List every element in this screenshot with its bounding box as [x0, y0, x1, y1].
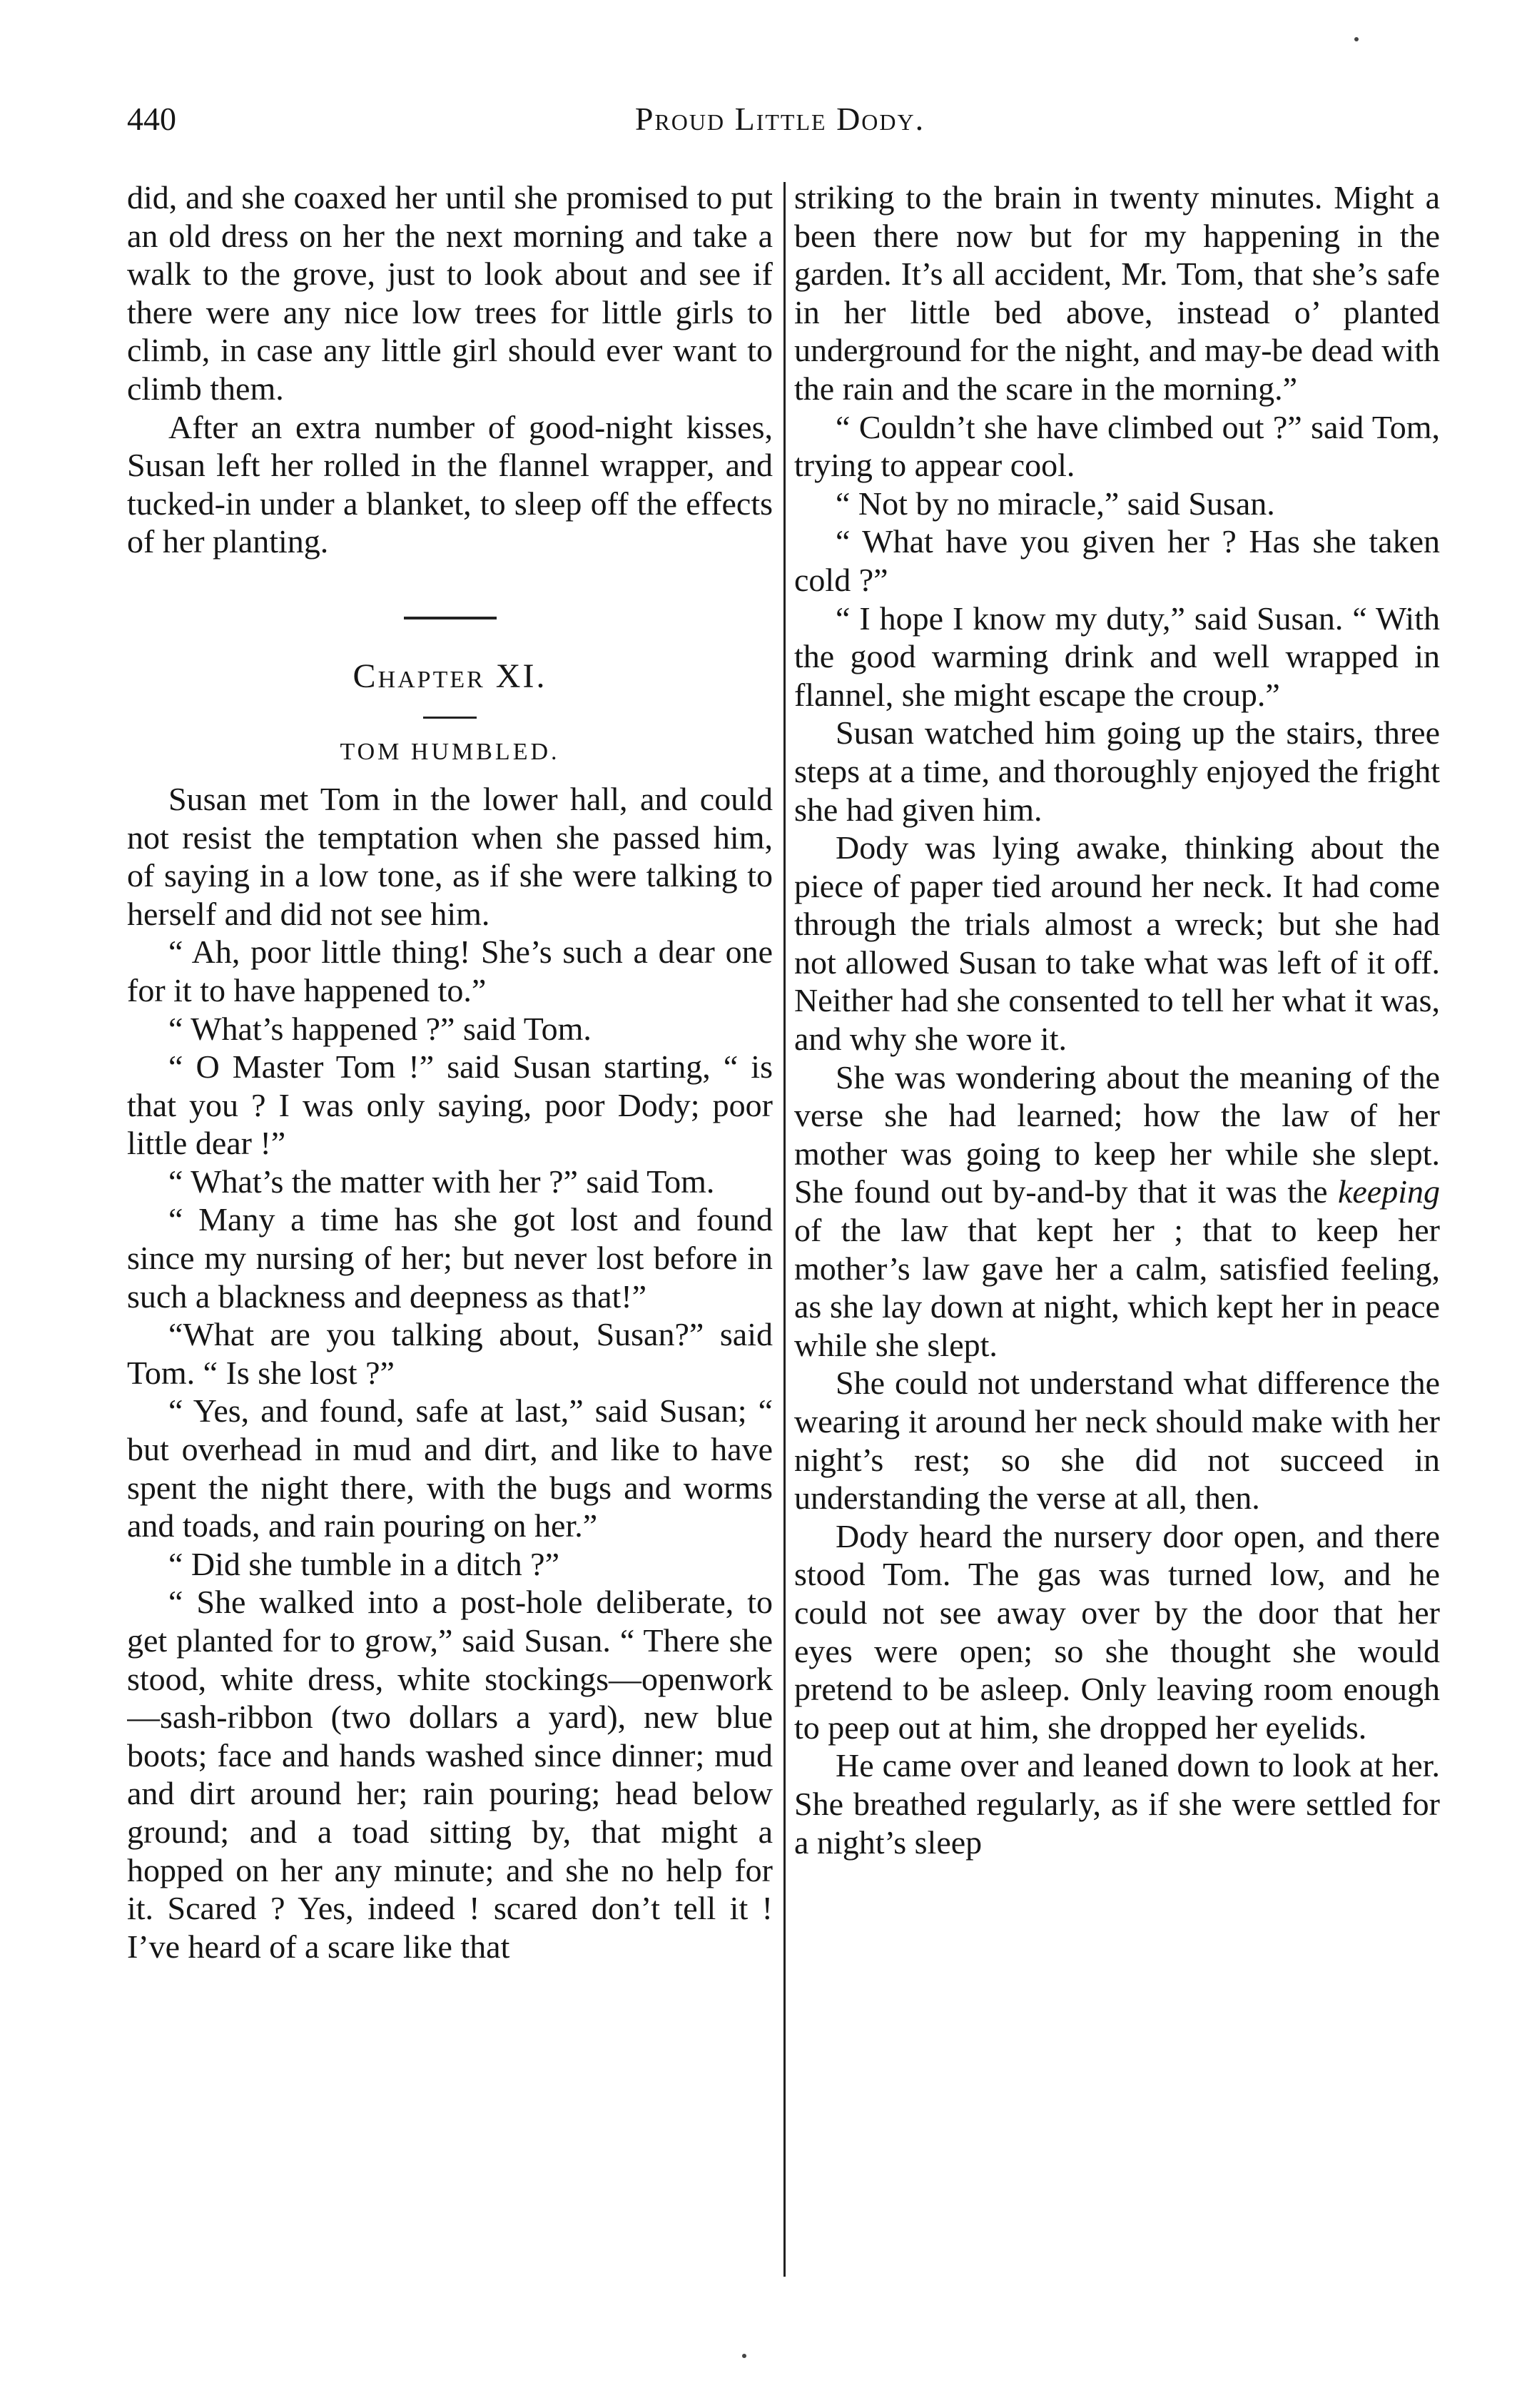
text-run: of the law that kept her ; that to keep her mother’s law gave her a calm, satisfied feeling, as she lay down at night, which kept her in peace while she slept.	[794, 1212, 1440, 1363]
paragraph: “ Ah, poor little thing! She’s such a dear one for it to have happened to.”	[127, 934, 773, 1008]
paragraph: Dody heard the nursery door open, and there stood Tom. The gas was turned low, and he could not see away over by the door that her eyes were open; so she thought she would pretend to be asleep. Only leaving room enough to peep out at him, she dropped her eyelids.	[794, 1517, 1440, 1746]
emphasis-keeping: keeping	[1337, 1173, 1440, 1210]
paragraph: “ What’s happened ?” said Tom.	[168, 1010, 592, 1047]
speck-top-right	[1354, 37, 1359, 41]
chapter-title: Chapter XI.	[352, 657, 547, 695]
paragraph: “What are you talking about, Susan?” said Tom. “ Is she lost ?”	[127, 1316, 773, 1391]
right-column	[794, 178, 1440, 2320]
paragraph: “ I hope I know my duty,” said Susan. “ With the good warming drink and well wrapped in flannel, she might escape the croup.”	[794, 600, 1440, 713]
paragraph: “ Not by no miracle,” said Susan.	[836, 485, 1275, 522]
left-column	[127, 178, 773, 2320]
page-number: 440	[127, 101, 176, 137]
chapter-subrule	[423, 717, 477, 719]
column-divider	[783, 182, 786, 2277]
paragraph: “ What have you given her ? Has she taken cold ?”	[794, 523, 1440, 598]
paragraph-keeping	[794, 1058, 1440, 1365]
chapter-rule	[404, 617, 497, 619]
paragraph: Susan met Tom in the lower hall, and could not resist the temptation when she passed him, of saying in a low tone, as if she were talking to herself and did not see him.	[127, 780, 773, 932]
paragraph: “ What’s the matter with her ?” said Tom.	[168, 1163, 715, 1200]
running-title: Proud Little Dody.	[634, 101, 925, 137]
paragraph: She could not understand what difference the wearing it around her neck should make with her night’s rest; so she did not succeed in understanding the verse at all, then.	[794, 1365, 1440, 1517]
text-run: She was wondering about the meaning of the verse she had learned; how the law of her mother was going to keep her while she slept. She found out by-and-by that it was the	[794, 1058, 1440, 1210]
paragraph: Dody was lying awake, thinking about the piece of paper tied around her neck. It had come through the trials almost a wreck; but she had not allowed Susan to take what was left of it off. Neither had she consented to tell her what it was, and why she wore it.	[794, 829, 1440, 1058]
paragraph: Susan watched him going up the stairs, three steps at a time, and thoroughly enjoyed the fright she had given him.	[794, 714, 1440, 828]
paragraph: After an extra number of good-night kisses, Susan left her rolled in the flannel wrapper, and tucked-in under a blanket, to sleep off the effects of her planting.	[127, 408, 773, 560]
chapter-subtitle: TOM HUMBLED.	[340, 738, 560, 765]
page-header	[127, 100, 1433, 144]
paragraph: “ She walked into a post-hole deliberate, to get planted for to grow,” said Susan. “ There she stood, white dress, white stockings—openwork—sash-ribbon (two dollars a yard), new blue boots; face and hands washed since dinner; mud and dirt around her; rain pouring; head below ground; and a toad sitting by, that might a hopped on her any minute; and she no help for it. Scared ? Yes, indeed ! scared don’t tell it ! I’ve heard of a scare like that	[127, 1584, 773, 1965]
paragraph: “ Many a time has she got lost and found since my nursing of her; but never lost before in such a blackness and deepness as that!”	[127, 1201, 773, 1315]
paragraph: “ Couldn’t she have climbed out ?” said Tom, trying to appear cool.	[794, 408, 1440, 484]
paragraph: striking to the brain in twenty minutes. Might a been there now but for my happening in the garden. It’s all accident, Mr. Tom, that she’s safe in her little bed above, instead o’ planted underground for the night, and may-be dead with the rain and the scare in the morning.”	[794, 179, 1440, 407]
paragraph: did, and she coaxed her until she promised to put an old dress on her the next morning and take a walk to the grove, just to look about and see if there were any nice low trees for little girls to climb, in case any little girl should ever want to climb them.	[127, 179, 773, 407]
speck-bottom	[742, 2354, 746, 2358]
paragraph: “ Yes, and found, safe at last,” said Susan; “ but overhead in mud and dirt, and like to have spent the night there, with the bugs and worms and toads, and rain pouring on her.”	[127, 1392, 773, 1544]
paragraph: “ Did she tumble in a ditch ?”	[168, 1545, 560, 1582]
paragraph: He came over and leaned down to look at her. She breathed regularly, as if she were settled for a night’s sleep	[794, 1747, 1440, 1861]
paragraph: “ O Master Tom !” said Susan starting, “ is that you ? I was only saying, poor Dody; poor little dear !”	[127, 1048, 773, 1162]
